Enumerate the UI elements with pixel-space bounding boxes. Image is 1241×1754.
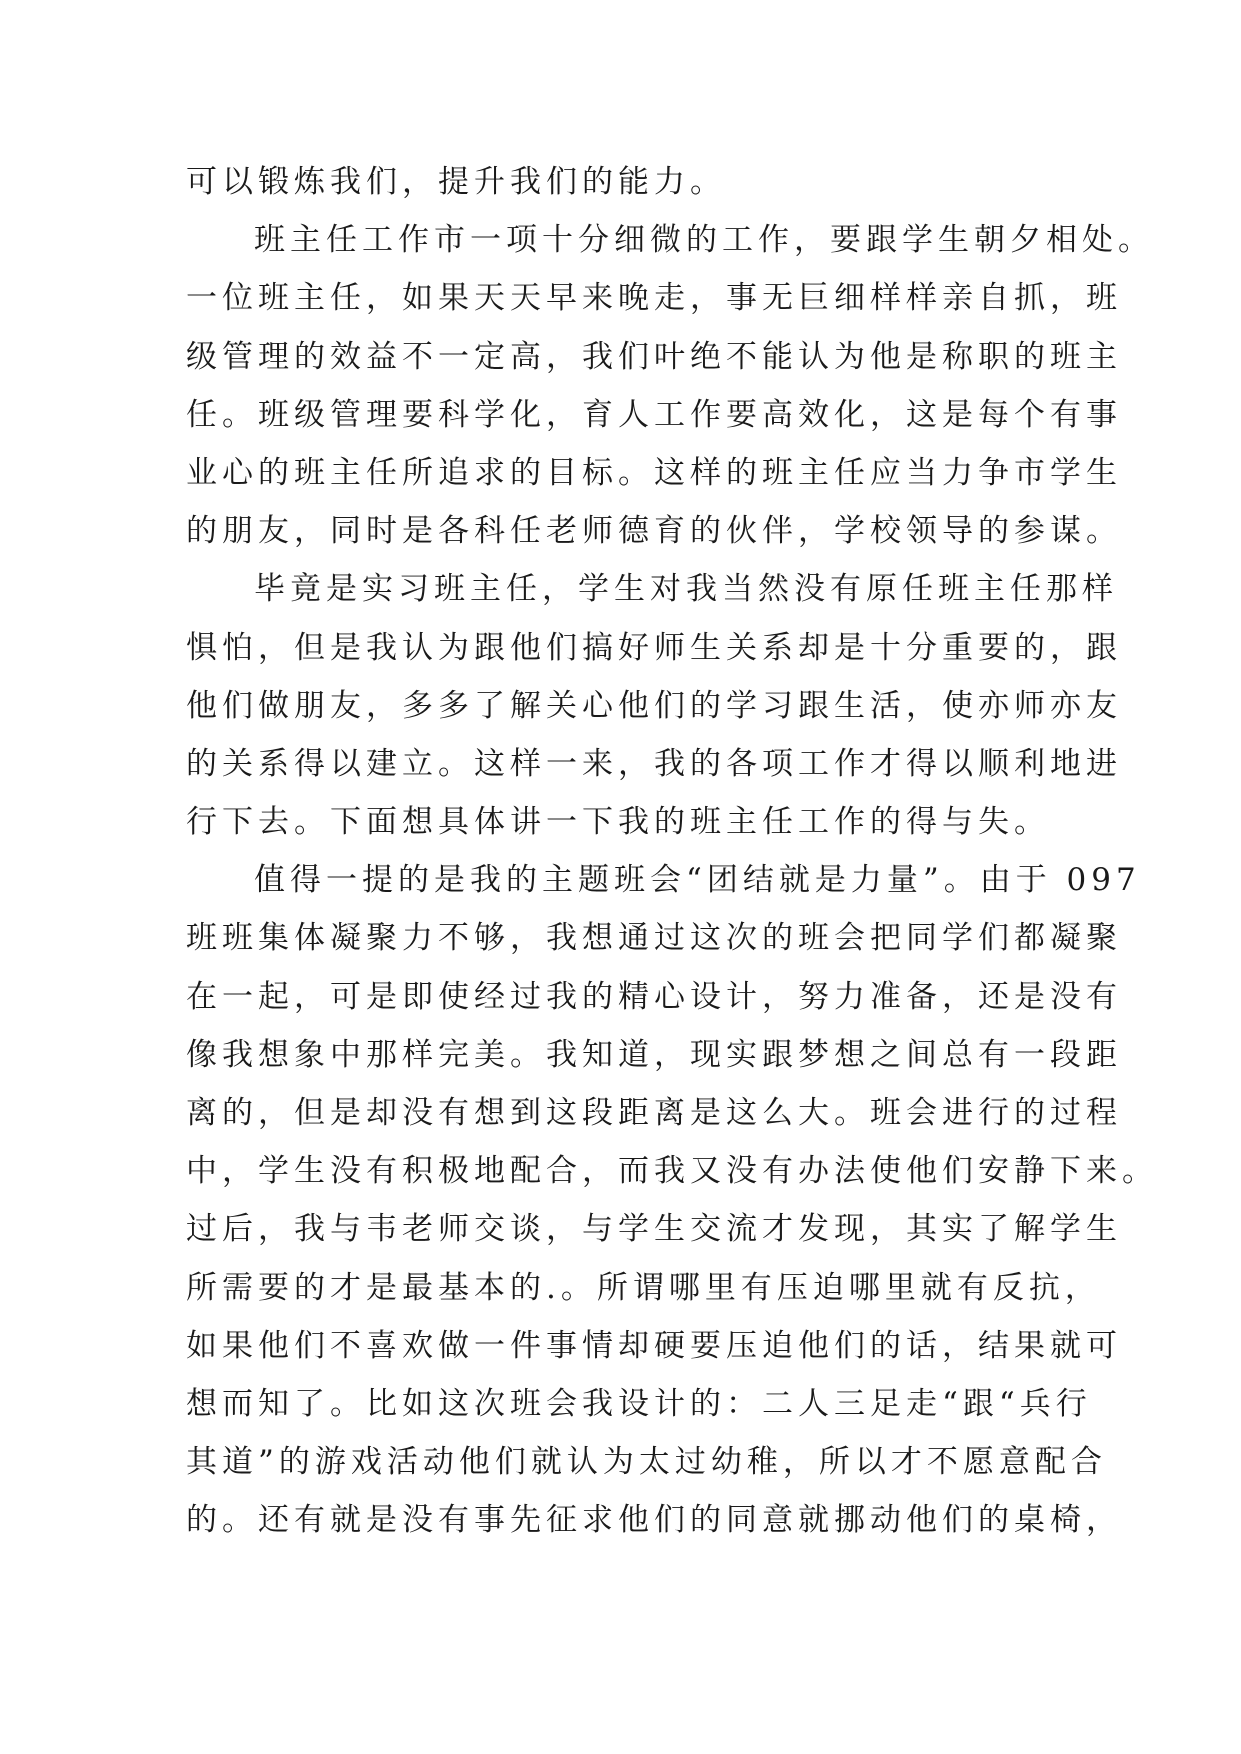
text-line: 行下去。下面想具体讲一下我的班主任工作的得与失。 <box>186 804 1050 841</box>
text-line: 离的，但是却没有想到这段距离是这么大。班会进行的过程 <box>186 1095 1122 1131</box>
text-line: 想而知了。比如这次班会我设计的：二人三足走“跟“兵行 <box>186 1385 1092 1422</box>
text-line: 他们做朋友，多多了解关心他们的学习跟生活，使亦师亦友 <box>186 687 1122 724</box>
text-line: 一位班主任，如果天天早来晚走，事无巨细样样亲自抓，班 <box>186 280 1122 317</box>
text-line: 的。还有就是没有事先征求他们的同意就挪动他们的桌椅， <box>186 1502 1122 1539</box>
text-line: 级管理的效益不一定高，我们叶绝不能认为他是称职的班主 <box>186 338 1122 375</box>
text-line: 过后，我与韦老师交谈，与学生交流才发现，其实了解学生 <box>186 1211 1122 1248</box>
text-line: 中，学生没有积极地配合，而我又没有办法使他们安静下来。 <box>186 1153 1158 1190</box>
text-line: 业心的班主任所追求的目标。这样的班主任应当力争市学生 <box>186 454 1122 491</box>
text-line: 惧怕，但是我认为跟他们搞好师生关系却是十分重要的，跟 <box>186 629 1122 666</box>
text-line: 的关系得以建立。这样一来，我的各项工作才得以顺利地进 <box>186 745 1122 782</box>
paragraph-first-line: 值得一提的是我的主题班会“团结就是力量”。由于 097 <box>254 862 1141 899</box>
text-line: 所需要的才是最基本的.。所谓哪里有压迫哪里就有反抗， <box>186 1269 1101 1306</box>
text-line: 班班集体凝聚力不够，我想通过这次的班会把同学们都凝聚 <box>186 920 1122 957</box>
paragraph-first-line: 毕竟是实习班主任，学生对我当然没有原任班主任那样 <box>254 571 1118 608</box>
text-line: 其道”的游戏活动他们就认为太过幼稚，所以才不愿意配合 <box>186 1444 1107 1481</box>
text-line: 可以锻炼我们，提升我们的能力。 <box>186 164 726 200</box>
text-line: 任。班级管理要科学化，育人工作要高效化，这是每个有事 <box>186 396 1122 433</box>
text-line: 的朋友，同时是各科任老师德育的伙伴，学校领导的参谋。 <box>186 513 1122 550</box>
text-line: 如果他们不喜欢做一件事情却硬要压迫他们的话，结果就可 <box>186 1327 1122 1364</box>
text-line: 在一起，可是即使经过我的精心设计，努力准备，还是没有 <box>186 978 1122 1015</box>
text-line: 像我想象中那样完美。我知道，现实跟梦想之间总有一段距 <box>186 1036 1122 1073</box>
document-body <box>186 153 1158 1550</box>
paragraph-first-line: 班主任工作市一项十分细微的工作，要跟学生朝夕相处。 <box>254 222 1154 259</box>
